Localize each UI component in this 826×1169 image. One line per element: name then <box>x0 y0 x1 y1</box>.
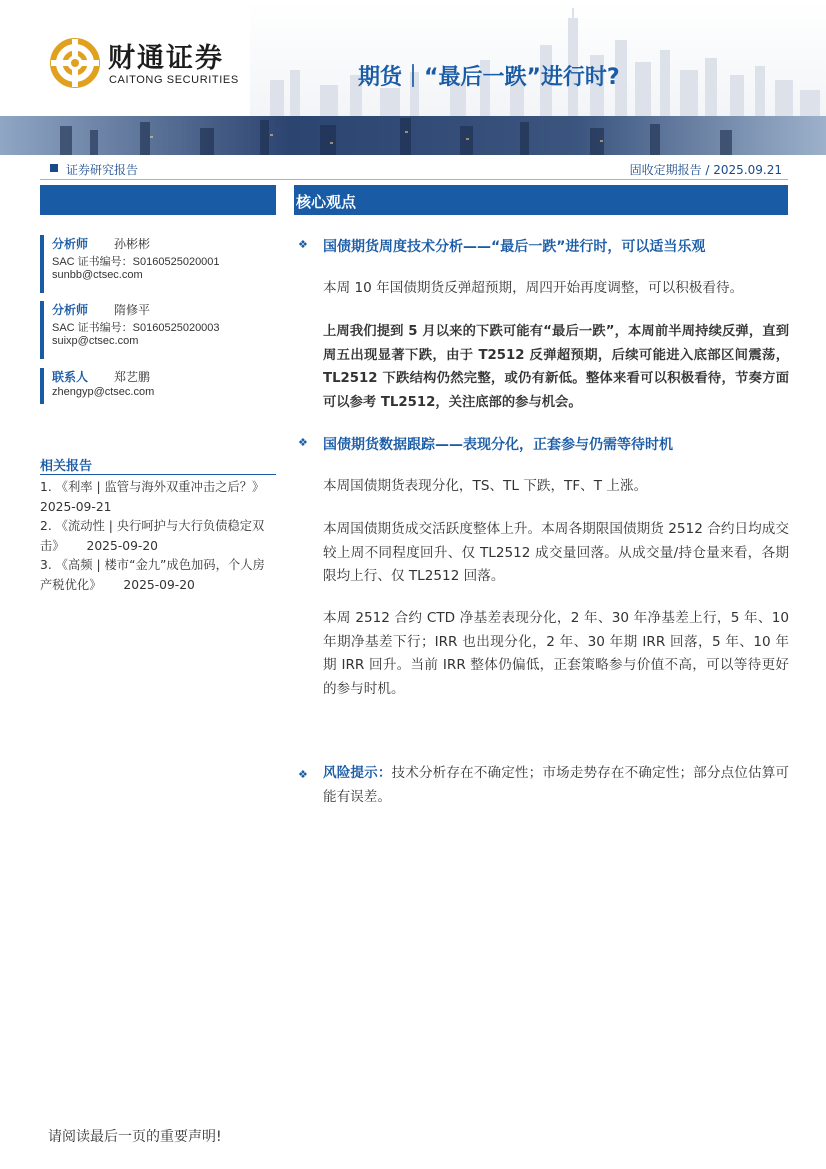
analyst-role: 分析师 <box>52 237 89 251</box>
risk-warning <box>323 762 789 809</box>
caitong-logo-icon <box>50 38 100 88</box>
company-logo <box>50 36 260 96</box>
related-report-item[interactable] <box>40 517 276 556</box>
report-title: 期货｜“最后一跌”进行时? <box>358 65 620 90</box>
analyst-accent-bar <box>40 235 44 293</box>
square-bullet-icon <box>50 164 58 172</box>
analyst-certificate: SAC 证书编号：S0160525020003 <box>52 322 220 334</box>
related-report-title: 2. 《流动性 | 央行呵护与大行负债稳定双击》 <box>40 519 265 553</box>
related-report-title: 3. 《高频 | 楼市“金九”成色加码，个人房产税优化》 <box>40 558 265 592</box>
analyst-name: 隋修平 <box>114 303 151 317</box>
related-report-item[interactable] <box>40 478 276 517</box>
section1-bold-paragraph: 上周我们提到 5 月以来的下跌可能有“最后一跌”，本周前半周持续反弹，直到周五出现显著下跌，由于 T2512 反弹超预期，后续可能进入底部区间震荡，TL2512 下跌结构仍然完整，或仍有新低。整体来看可以积极看待，节奏方面可以参考 TL2512，关注底部的参与机会。 <box>323 324 789 410</box>
section-heading-technical: 国债期货周度技术分析——“最后一跌”进行时，可以适当乐观 <box>323 239 706 255</box>
sidebar-band <box>40 185 276 215</box>
contact-name: 郑艺鹏 <box>114 370 151 384</box>
report-header <box>0 0 826 155</box>
logo-chinese-text: 财通证券 <box>108 43 224 74</box>
contact-email[interactable]: zhengyp@ctsec.com <box>52 386 155 398</box>
analyst-card <box>40 235 276 293</box>
related-report-item[interactable] <box>40 556 276 595</box>
related-report-date: 2025-09-20 <box>123 577 195 592</box>
analyst-name: 孙彬彬 <box>114 237 151 251</box>
analyst-email[interactable]: sunbb@ctsec.com <box>52 269 143 281</box>
report-meta: 固收定期报告 / 2025.09.21 <box>629 163 782 177</box>
related-report-date: 2025-09-20 <box>86 538 158 553</box>
related-reports-title: 相关报告 <box>40 455 276 475</box>
disclaimer-footer: 请阅读最后一页的重要声明! <box>48 1129 222 1145</box>
section-heading-data: 国债期货数据跟踪——表现分化，正套参与仍需等待时机 <box>323 437 673 453</box>
section2-paragraph: 本周国债期货成交活跃度整体上升。本周各期限国债期货 2512 合约日均成交较上周不同程度回升、仅 TL2512 成交量回落。从成交量/持仓量来看，各期限均上行、仅 TL2512 回落。 <box>323 521 789 584</box>
diamond-bullet-icon: ❖ <box>298 238 308 251</box>
city-banner-image <box>0 116 826 155</box>
related-report-date: 2025-09-21 <box>40 499 112 514</box>
core-views-band <box>294 185 788 215</box>
section1-paragraph: 本周 10 年国债期货反弹超预期，周四开始再度调整，可以积极看待。 <box>323 280 744 296</box>
contact-role: 联系人 <box>52 370 89 384</box>
analyst-card <box>40 301 276 359</box>
analyst-certificate: SAC 证书编号：S0160525020001 <box>52 256 220 268</box>
contact-card <box>40 368 276 404</box>
core-views-title: 核心观点 <box>296 193 357 211</box>
contact-accent-bar <box>40 368 44 404</box>
related-reports-list <box>40 478 276 595</box>
report-type: 证券研究报告 <box>66 163 139 177</box>
analyst-accent-bar <box>40 301 44 359</box>
diamond-bullet-icon: ❖ <box>298 768 308 781</box>
diamond-bullet-icon: ❖ <box>298 436 308 449</box>
analyst-role: 分析师 <box>52 303 89 317</box>
section2-paragraph: 本周 2512 合约 CTD 净基差表现分化，2 年、30 年净基差上行，5 年、10 年期净基差下行；IRR 也出现分化，2 年、30 年期 IRR 回落，5 年、10 年期 IRR 回升。当前 IRR 整体仍偏低，正套策略参与价值不高，可以等待更好的参与时机。 <box>323 610 789 697</box>
risk-label: 风险提示： <box>323 765 392 781</box>
section2-paragraph: 本周国债期货表现分化，TS、TL 下跌，TF、T 上涨。 <box>323 478 648 494</box>
report-subheader <box>40 160 788 180</box>
analyst-email[interactable]: suixp@ctsec.com <box>52 335 139 347</box>
risk-text: 技术分析存在不确定性；市场走势存在不确定性；部分点位估算可能有误差。 <box>323 765 789 805</box>
related-report-title: 1. 《利率 | 监管与海外双重冲击之后？》 <box>40 480 265 494</box>
logo-english-text: CAITONG SECURITIES <box>109 74 239 86</box>
